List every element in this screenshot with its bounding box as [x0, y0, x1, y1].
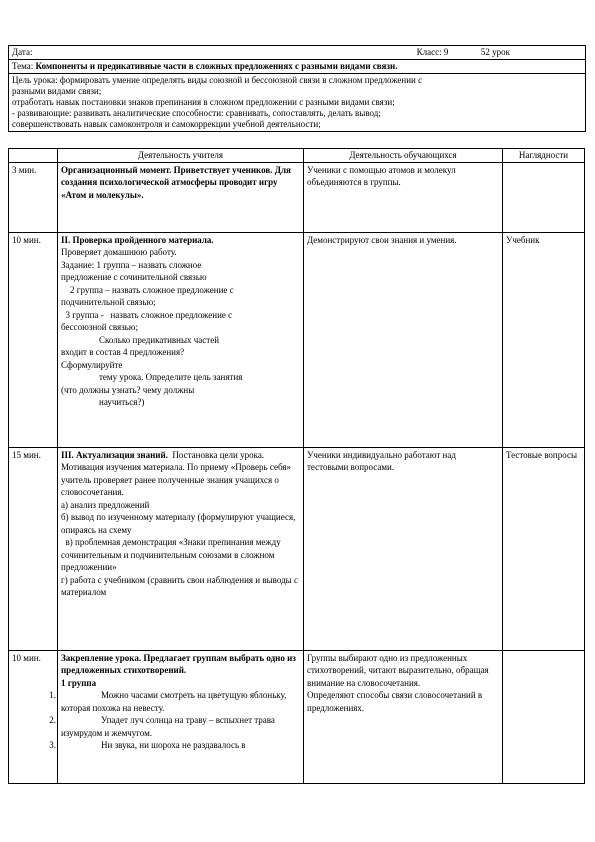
- list-text: Упадет луч солнца на траву – вспыхнет трава изумрудом и жемчугом.: [61, 715, 275, 738]
- text-line: б) вывод по изученному материалу (формулируют учащиеся, опираясь на схему: [61, 512, 296, 535]
- text-line: тему урока. Определите цель занятия: [99, 372, 243, 382]
- topic-prefix: Тема:: [12, 61, 36, 71]
- text-line: Проверяет домашнюю работу.: [61, 247, 177, 257]
- column-header-students: Деятельность обучающихся: [304, 149, 503, 163]
- aids-cell: [503, 650, 585, 783]
- list-text: Можно часами смотреть на цветущую яблоньку, которая похожа на невесту.: [61, 690, 287, 713]
- teacher-activity-cell: [49, 650, 304, 783]
- stage-title: Закрепление урока. Предлагает группам выбрать одно из предложенных стихотворений.: [61, 652, 296, 675]
- student-activity-cell: [304, 650, 503, 783]
- list-number: 3.: [49, 740, 56, 750]
- stage-title: III. Актуализация знаний.: [61, 449, 168, 460]
- text-line: бессоюзной связью;: [61, 322, 138, 332]
- teacher-activity-cell: [58, 447, 304, 650]
- text-line: 2 группа – назвать сложное предложение с: [61, 284, 234, 295]
- text-line: Определяют способы связи словосочетаний в предложениях.: [307, 690, 483, 713]
- goal-line: Цель урока: формировать умение определять виды союзной и бессоюзной связи в сложном предложении с: [12, 75, 423, 85]
- aids-cell: Тестовые вопросы: [503, 447, 585, 650]
- text-line: научиться?): [99, 397, 145, 407]
- time-cell: 3 мин.: [9, 162, 58, 232]
- date-label: Дата:: [12, 47, 33, 57]
- student-activity-cell: Демонстрируют свои знания и умения.: [304, 232, 503, 447]
- text-line: г) работа с учебником (сравнить свои наблюдения и выводы с материалом: [61, 574, 298, 597]
- aids-cell: [503, 162, 585, 232]
- lesson-goals: [9, 74, 585, 131]
- text-line: Сформулируйте: [61, 359, 123, 370]
- class-lesson-info: [417, 47, 582, 58]
- goal-line: разными видами связи;: [12, 86, 102, 96]
- class-label: Класс: 9: [416, 47, 449, 57]
- stage-description: Постановка цели урока. Мотивация изучения материала. По приему «Проверь себя» учитель проверяет ранее полученные знания учащихся о словосочетания.: [61, 449, 294, 497]
- list-item: [49, 739, 300, 752]
- column-header-teacher: Деятельность учителя: [58, 149, 304, 163]
- date-class-row: [9, 46, 585, 60]
- text-line: Задание: 1 группа – назвать сложное: [61, 259, 202, 270]
- topic-row: [9, 60, 585, 74]
- time-cell: 10 мин.: [9, 232, 58, 447]
- time-cell: 10 мин.: [9, 650, 58, 783]
- aids-cell: Учебник: [503, 232, 585, 447]
- lesson-number: 52 урок: [480, 47, 510, 57]
- teacher-activity-cell: [58, 232, 304, 447]
- text-line: 3 группа - назвать сложное предложение с: [61, 309, 233, 320]
- column-header-aids: Наглядности: [503, 149, 585, 163]
- list-item: [49, 714, 300, 739]
- goal-line: - развивающие: развивать аналитические способности: сравнивать, сопоставлять, делать вывод;: [12, 108, 381, 118]
- table-row: [9, 447, 585, 650]
- text-line: Группы выбирают одно из предложенных стихотворений, читают выразительно, обращая внимание на словосочетания.: [307, 652, 489, 688]
- list-number: 1.: [49, 690, 56, 700]
- text-line: а) анализ предложений: [61, 499, 150, 510]
- stage-intro: [61, 449, 300, 499]
- goal-line: совершенствовать навык самоконтроля и самокоррекции учебной деятельности;: [12, 119, 321, 129]
- lesson-plan-table: [8, 148, 585, 784]
- student-activity-cell: Ученики с помощью атомов и молекул объединяются в группы.: [304, 162, 503, 232]
- column-header-time: [9, 149, 58, 163]
- text-line: предложение с сочинительной связью: [61, 272, 207, 282]
- list-number: 2.: [49, 715, 56, 725]
- goal-line: отработать навык постановки знаков препинания в сложном предложении с разными видами связи;: [12, 97, 395, 107]
- text-line: (что должны узнать? чему должны: [61, 384, 195, 395]
- time-cell: 15 мин.: [9, 447, 58, 650]
- list-item: [49, 689, 300, 714]
- table-row: [9, 162, 585, 232]
- text-line: в) проблемная демонстрация «Знаки препинания между сочинительным и подчинительным союзами в сложном предложении»: [61, 537, 283, 572]
- student-activity-cell: Ученики индивидуально работают над тестовыми вопросами.: [304, 447, 503, 650]
- text-line: подчинительной связью;: [61, 297, 156, 307]
- table-header-row: [9, 149, 585, 163]
- text-line: Сколько предикативных частей: [99, 334, 220, 345]
- list-text: Ни звука, ни шороха не раздавалось в: [101, 740, 246, 750]
- lesson-topic: Компоненты и предикативные части в сложных предложениях с разными видами связи.: [35, 61, 398, 71]
- stage-title: II. Проверка пройденного материала.: [61, 234, 214, 245]
- table-row: [9, 650, 585, 783]
- group-label: 1 группа: [61, 677, 97, 688]
- teacher-activity-cell: Организационный момент. Приветствует учеников. Для создания психологической атмосферы проводит игру «Атом и молекулы».: [58, 162, 304, 232]
- lesson-header-block: [8, 45, 586, 132]
- table-row: [9, 232, 585, 447]
- text-line: входит в состав 4 предложения?: [61, 347, 185, 357]
